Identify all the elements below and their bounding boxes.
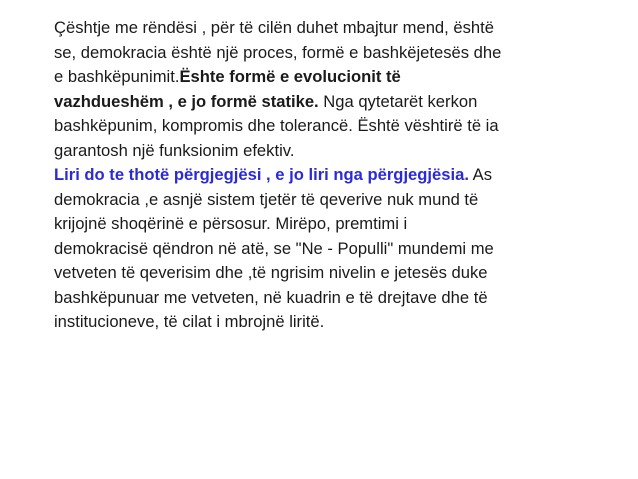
text-line: garantosh një funksionim efektiv. <box>54 140 295 160</box>
bold-statement: Ështe formë e evolucionit të <box>179 67 401 86</box>
text-line: demokracisë qëndron në atë, se "Ne - Populli" mundemi me <box>54 238 494 258</box>
text-line <box>54 163 614 188</box>
bold-statement-continued: vazhdueshëm , e jo formë statike. <box>54 91 319 111</box>
text-line: vetveten të qeverisim dhe ,të ngrisim nivelin e jetesës duke <box>54 263 488 282</box>
text-line <box>54 90 614 115</box>
text-line: Çështje me rëndësi , për të cilën duhet mbajtur mend, është <box>54 18 494 37</box>
text-line: bashkëpunuar me vetveten, në kuadrin e të drejtave dhe të <box>54 287 488 307</box>
text-line: krijojnë shoqërinë e përsosur. Mirëpo, premtimi i <box>54 214 408 233</box>
text-segment: Nga qytetarët kerkon <box>318 91 478 111</box>
text-line <box>54 65 614 90</box>
text-line: institucioneve, të cilat i mbrojnë liritë. <box>54 312 325 331</box>
text-segment: e bashkëpunimit. <box>54 67 180 86</box>
text-line: demokracia ,e asnjë sistem tjetër të qeverive nuk mund të <box>54 189 479 209</box>
text-line: bashkëpunim, kompromis dhe tolerancë. Është vështirë të ia <box>54 116 499 135</box>
body-text <box>54 16 614 335</box>
text-segment: As <box>468 165 492 184</box>
text-line: se, demokracia është një proces, formë e bashkëjetesës dhe <box>54 42 502 62</box>
highlighted-statement: Liri do te thotë përgjegjësi , e jo liri nga përgjegjësia. <box>54 165 469 184</box>
